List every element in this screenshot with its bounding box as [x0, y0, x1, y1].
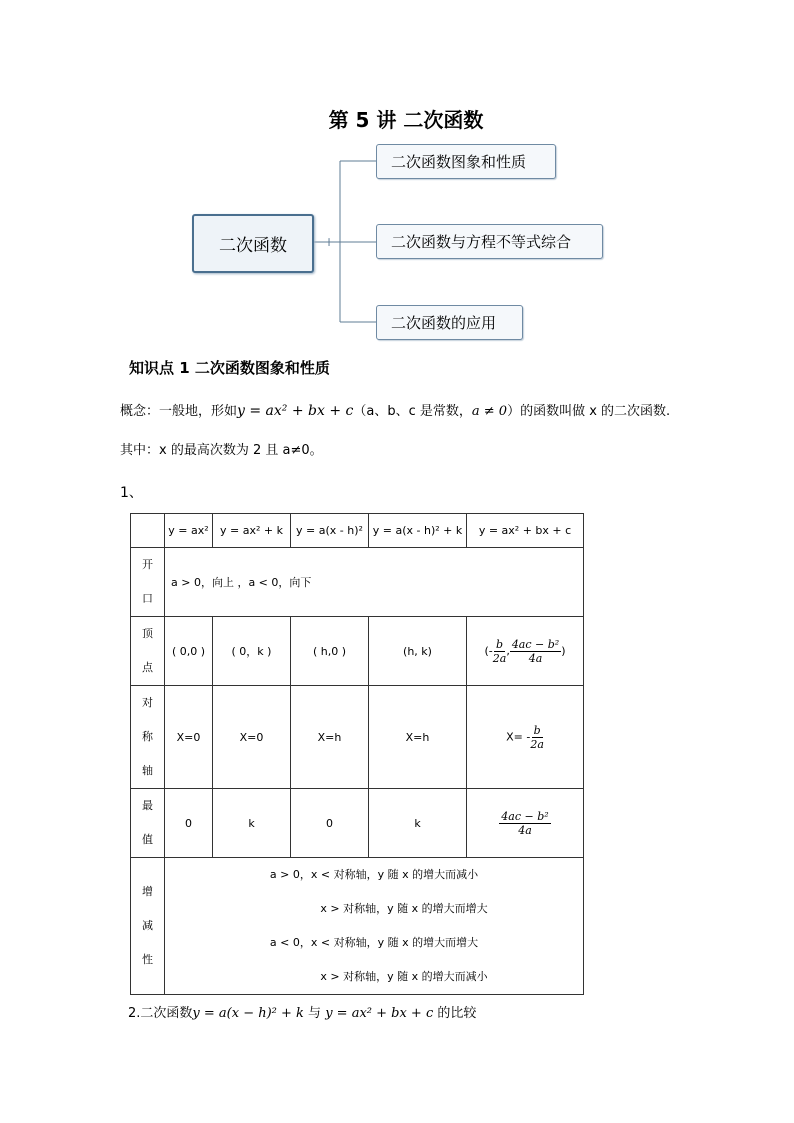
mindmap-branch-graph-properties: 二次函数图象和性质	[376, 144, 556, 179]
comparison-formula-general-form: y = ax² + bx + c	[325, 1006, 434, 1021]
vertex-form-4: (h, k)	[369, 617, 467, 686]
comparison-prefix: 2.二次函数	[128, 1006, 193, 1021]
monotonic-line-1: a > 0，x < 对称轴，y 随 x 的增大而减小	[269, 868, 479, 881]
concept-note: 其中：x 的最高次数为 2 且 a≠0。	[120, 443, 323, 458]
monotonic-line-2: x > 对称轴，y 随 x 的增大而增大	[320, 902, 488, 915]
extreme-form-5: $\frac{\text{4ac − b²}}{4a}$	[467, 789, 584, 858]
mindmap-branch-application: 二次函数的应用	[376, 305, 523, 340]
vertex-form-1: ( 0,0 )	[165, 617, 213, 686]
monotonic-description	[165, 858, 584, 995]
vertex-form-2: ( 0，k )	[213, 617, 291, 686]
concept-suffix: ）的函数叫做 x 的二次函数.	[507, 404, 671, 419]
row-label-vertex: 顶 点	[131, 617, 165, 686]
monotonic-line-4: x > 对称轴，y 随 x 的增大而减小	[320, 970, 488, 983]
section-heading: 知识点 1 二次函数图象和性质	[129, 359, 330, 377]
axis-form-4: X=h	[369, 686, 467, 789]
extreme-form-3: 0	[291, 789, 369, 858]
concept-prefix: 概念：一般地，形如	[120, 404, 238, 419]
row-label-monotonic: 增 减 性	[131, 858, 165, 995]
header-form-1: y = ax²	[165, 514, 213, 548]
header-form-4: y = a(x - h)² + k	[369, 514, 467, 548]
row-label-axis: 对 称 轴	[131, 686, 165, 789]
table-row-vertex	[131, 617, 584, 686]
concept-formula: y = ax² + bx + c	[237, 403, 354, 419]
mindmap-central-node: 二次函数	[192, 214, 314, 273]
table-row-axis	[131, 686, 584, 789]
mindmap-branch-equation-inequality: 二次函数与方程不等式综合	[376, 224, 603, 259]
axis-form-3: X=h	[291, 686, 369, 789]
concept-condition: a ≠ 0	[471, 404, 508, 419]
comparison-middle: 与	[303, 1006, 326, 1021]
table-row-monotonic	[131, 858, 584, 995]
list-marker-1: 1、	[120, 485, 143, 501]
extreme-form-1: 0	[165, 789, 213, 858]
row-label-extreme: 最 值	[131, 789, 165, 858]
axis-form-5: X= - $\frac{b}{2a}$	[467, 686, 584, 789]
monotonic-line-3: a < 0，x < 对称轴，y 随 x 的增大而增大	[269, 936, 479, 949]
opening-direction: a > 0，向上 ，a < 0，向下	[165, 548, 584, 617]
extreme-form-4: k	[369, 789, 467, 858]
table-row-opening	[131, 548, 584, 617]
comparison-heading	[128, 1002, 476, 1021]
extreme-form-2: k	[213, 789, 291, 858]
vertex-form-3: ( h,0 )	[291, 617, 369, 686]
vertex-form-5: (- $\frac{b}{2a}$ , $\frac{\text{4ac − b²}}{4a}$ )	[467, 617, 584, 686]
concept-paragraph	[120, 402, 670, 421]
axis-form-2: X=0	[213, 686, 291, 789]
function-properties-table	[130, 513, 584, 995]
header-form-2: y = ax² + k	[213, 514, 291, 548]
table-header-row	[131, 514, 584, 548]
header-form-5: y = ax² + bx + c	[467, 514, 584, 548]
comparison-suffix: 的比较	[433, 1006, 477, 1021]
concept-constants: （a、b、c 是常数，	[353, 404, 472, 419]
comparison-formula-vertex-form: y = a(x − h)² + k	[192, 1006, 304, 1021]
row-label-opening: 开 口	[131, 548, 165, 617]
axis-form-1: X=0	[165, 686, 213, 789]
svg-text:+: +	[323, 235, 335, 249]
page-title: 第 5 讲 二次函数	[328, 108, 484, 132]
table-row-extreme	[131, 789, 584, 858]
header-form-3: y = a(x - h)²	[291, 514, 369, 548]
table-corner	[131, 514, 165, 548]
